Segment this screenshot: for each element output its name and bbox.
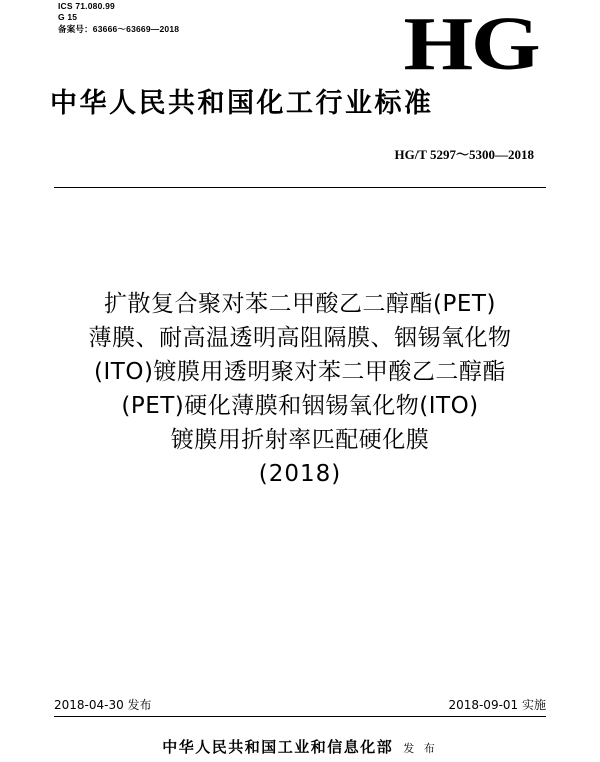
- title-year: (2018): [258, 461, 342, 487]
- implement-date: 2018-09-01 实施: [448, 698, 546, 712]
- publish-date: 2018-04-30 发布: [54, 698, 152, 712]
- title-line: 镀膜用折射率匹配硬化膜: [170, 427, 430, 453]
- ics-code: ICS 71.080.99: [58, 1, 115, 11]
- standard-number: HG/T 5297～5300—2018: [394, 147, 534, 162]
- hg-logo: HG: [403, 2, 538, 86]
- filing-number: 备案号：63666～63669—2018: [58, 24, 180, 34]
- issuer-line: [0, 737, 600, 759]
- bottom-divider: [54, 716, 546, 717]
- standard-category: 中华人民共和国化工行业标准: [50, 88, 434, 119]
- document-title: [40, 287, 560, 491]
- title-line: (ITO)镀膜用透明聚对苯二甲酸乙二醇酯: [94, 359, 506, 385]
- title-line: 扩散复合聚对苯二甲酸乙二醇酯(PET): [104, 291, 496, 317]
- title-line: (PET)硬化薄膜和铟锡氧化物(ITO): [121, 393, 479, 419]
- issuer-name: 中华人民共和国工业和信息化部: [162, 738, 394, 756]
- title-line: 薄膜、耐高温透明高阻隔膜、铟锡氧化物: [88, 325, 512, 351]
- ccs-code: G 15: [58, 12, 78, 22]
- top-divider: [54, 187, 546, 188]
- issuer-suffix: 发 布: [403, 742, 438, 755]
